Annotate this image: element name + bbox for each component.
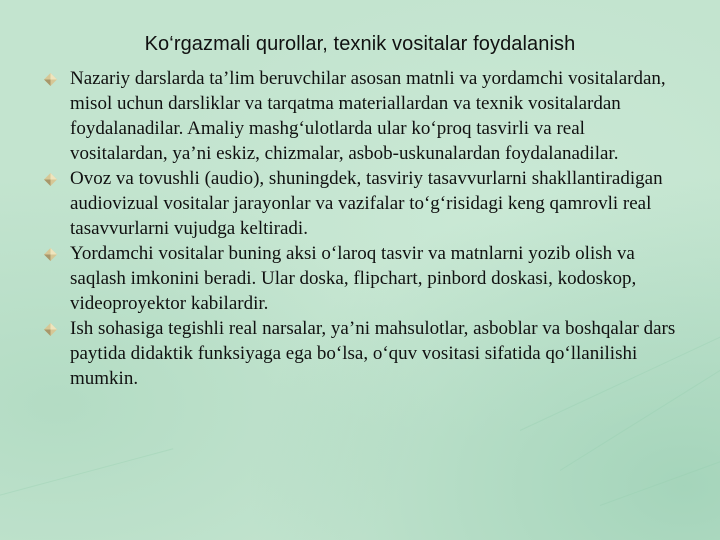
diamond-bullet-icon xyxy=(44,323,57,336)
background-texture xyxy=(0,448,173,501)
bullet-text: Ish sohasiga tegishli real narsalar, ya’ni mahsulotlar, asboblar va boshqalar dars paytida didaktik funksiyaga ega bo‘lsa, o‘quv vositasi sifatida qo‘llanilishi mumkin. xyxy=(70,318,676,389)
bullet-text: Nazariy darslarda ta’lim beruvchilar asosan matnli va yordamchi vositalardan, misol uchun darsliklar va tarqatma materiallardan va texnik vositalardan foydalanadilar. Amaliy mashg‘ulotlarda ular ko‘proq tasvirli va real vositalardan, ya’ni eskiz, chizmalar, asbob-uskunalardan foydalanadilar. xyxy=(70,68,666,164)
background-texture xyxy=(600,443,720,506)
diamond-bullet-icon xyxy=(44,248,57,261)
bullet-text: Yordamchi vositalar buning aksi o‘laroq tasvir va matnlarni yozib olish va saqlash imkonini beradi. Ular doska, flipchart, pinbord doskasi, kodoskop, videoproyektor kabilardir. xyxy=(70,243,637,314)
bullet-list xyxy=(38,66,686,391)
bullet-item xyxy=(38,66,686,166)
bullet-item xyxy=(38,241,686,316)
slide-title: Ko‘rgazmali qurollar, texnik vositalar foydalanish xyxy=(144,33,576,55)
diamond-bullet-icon xyxy=(44,173,57,186)
diamond-bullet-icon xyxy=(44,73,57,86)
bullet-item xyxy=(38,316,686,391)
bullet-text: Ovoz va tovushli (audio), shuningdek, tasviriy tasavvurlarni shakllantiradigan audiovizual vositalar jarayonlar va vazifalar to‘g‘risidagi keng qamrovli real tasavvurlarni vujudga keltiradi. xyxy=(70,168,663,239)
bullet-item xyxy=(38,166,686,241)
